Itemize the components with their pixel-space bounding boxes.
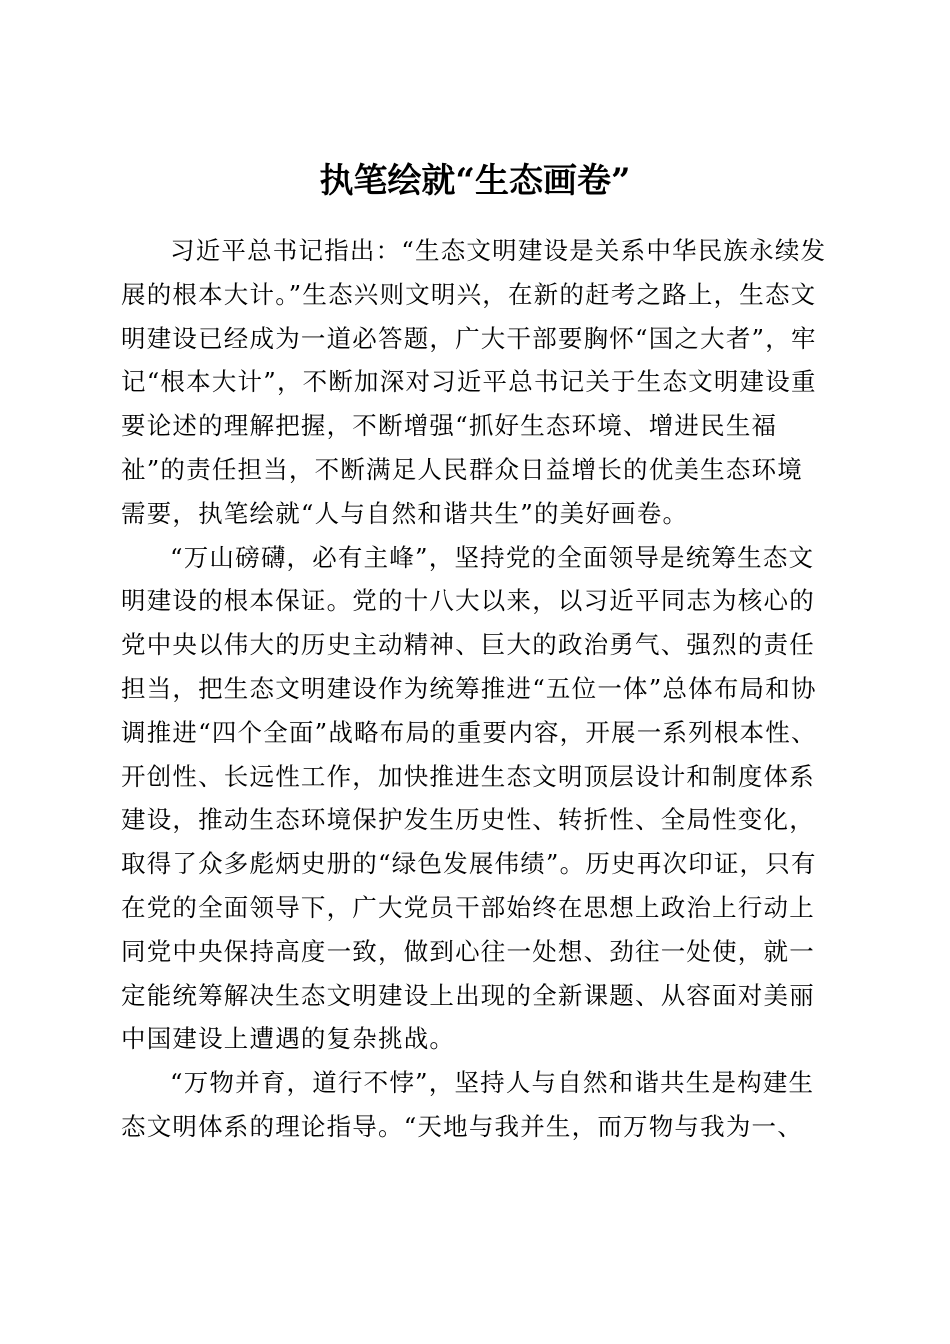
paragraph-1: 习近平总书记指出：“生态文明建设是关系中华民族永续发展的根本大计。”生态兴则文明兴，在新的赶考之路上，生态文明建设已经成为一道必答题，广大干部要胸怀“国之大者”，牢记“根本大计”，不断加深对习近平总书记关于生态文明建设重要论述的理解把握，不断增强“抓好生态环境、增进民生福祉”的责任担当，不断满足人民群众日益增长的优美生态环境需要，执笔绘就“人与自然和谐共生”的美好画卷。 bbox=[121, 236, 827, 528]
document-title: 执笔绘就“生态画卷” bbox=[319, 160, 631, 201]
paragraph-2: “万山磅礴，必有主峰”，坚持党的全面领导是统筹生态文明建设的根本保证。党的十八大以来，以习近平同志为核心的党中央以伟大的历史主动精神、巨大的政治勇气、强烈的责任担当，把生态文明建设作为统筹推进“五位一体”总体布局和协调推进“四个全面”战略布局的重要内容，开展一系列根本性、开创性、长远性工作，加快推进生态文明顶层设计和制度体系建设，推动生态环境保护发生历史性、转折性、全局性变化，取得了众多彪炳史册的“绿色发展伟绩”。历史再次印证，只有在党的全面领导下，广大党员干部始终在思想上政治上行动上同党中央保持高度一致，做到心往一处想、劲往一处使，就一定能统筹解决生态文明建设上出现的全新课题、从容面对美丽中国建设上遭遇的复杂挑战。 bbox=[121, 542, 817, 1054]
document-body bbox=[121, 229, 827, 1149]
paragraph-3: “万物并育，道行不悖”，坚持人与自然和谐共生是构建生态文明体系的理论指导。“天地与我并生，而万物与我为一、 bbox=[121, 1068, 815, 1141]
